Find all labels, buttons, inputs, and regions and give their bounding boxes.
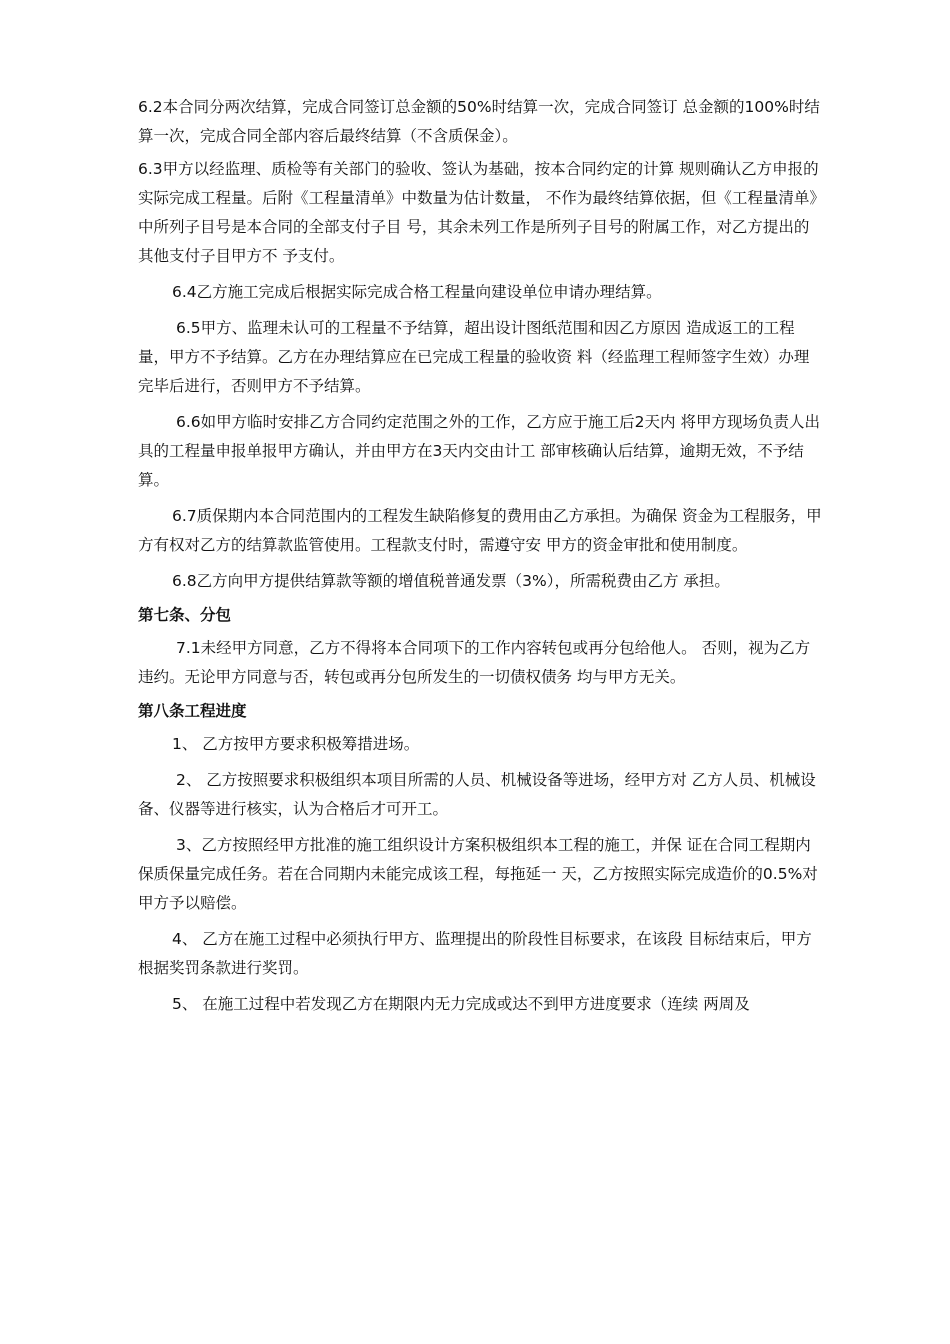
clause-8-5: 5、 在施工过程中若发现乙方在期限内无力完成或达不到甲方进度要求（连续 两周及 (172, 995, 750, 1013)
clause-8-3: 3、乙方按照经甲方批准的施工组织设计方案积极组织本工程的施工，并保 证在合同工程期内保质保量完成任务。若在合同期内未能完成该工程，每拖延一 天，乙方按照实际完成造价的0.5%对甲方予以赔偿。 (138, 836, 818, 912)
clause-6-5: 6.5甲方、监理未认可的工程量不予结算，超出设计图纸范围和因乙方原因 造成返工的工程量，甲方不予结算。乙方在办理结算应在已完成工程量的验收资 料（经监理工程师签字生效）办理完毕后进行，否则甲方不予结算。 (138, 319, 810, 395)
clause-6-7: 6.7质保期内本合同范围内的工程发生缺陷修复的费用由乙方承担。为确保 资金为工程服务，甲方有权对乙方的结算款监管使用。工程款支付时，需遵守安 甲方的资金审批和使用制度。 (138, 507, 822, 554)
section-heading-8: 第八条工程进度 (138, 702, 247, 720)
clause-6-8: 6.8乙方向甲方提供结算款等额的增值税普通发票（3%），所需税费由乙方 承担。 (172, 572, 730, 590)
section-heading-7: 第七条、分包 (138, 606, 232, 624)
clause-6-2: 6.2本合同分两次结算，完成合同签订总金额的50%时结算一次，完成合同签订 总金额的100%时结算一次，完成合同全部内容后最终结算（不含质保金）。 (138, 98, 820, 145)
clause-8-1: 1、 乙方按甲方要求积极筹措进场。 (172, 735, 420, 753)
clause-7-1: 7.1未经甲方同意，乙方不得将本合同项下的工作内容转包或再分包给他人。 否则，视为乙方违约。无论甲方同意与否，转包或再分包所发生的一切债权债务 均与甲方无关。 (138, 639, 811, 686)
clause-6-6: 6.6如甲方临时安排乙方合同约定范围之外的工作，乙方应于施工后2天内 将甲方现场负责人出具的工程量申报单报甲方确认，并由甲方在3天内交由计工 部审核确认后结算，逾期无效，不予结算。 (138, 413, 820, 489)
clause-6-4: 6.4乙方施工完成后根据实际完成合格工程量向建设单位申请办理结算。 (172, 283, 662, 301)
clause-8-2: 2、 乙方按照要求积极组织本项目所需的人员、机械设备等进场，经甲方对 乙方人员、机械设备、仪器等进行核实，认为合格后才可开工。 (138, 771, 816, 818)
document-body (138, 93, 823, 1019)
clause-8-4: 4、 乙方在施工过程中必须执行甲方、监理提出的阶段性目标要求，在该段 目标结束后，甲方根据奖罚条款进行奖罚。 (138, 930, 812, 977)
clause-6-3: 6.3甲方以经监理、质检等有关部门的验收、签认为基础，按本合同约定的计算 规则确认乙方申报的实际完成工程量。后附《工程量清单》中数量为估计数量， 不作为最终结算依据，但《工程量清单》中所列子目号是本合同的全部支付子目 号，其余未列工作是所列子目号的附属工作，对乙方提出的其他支付子目甲方不 予支付。 (138, 160, 819, 265)
